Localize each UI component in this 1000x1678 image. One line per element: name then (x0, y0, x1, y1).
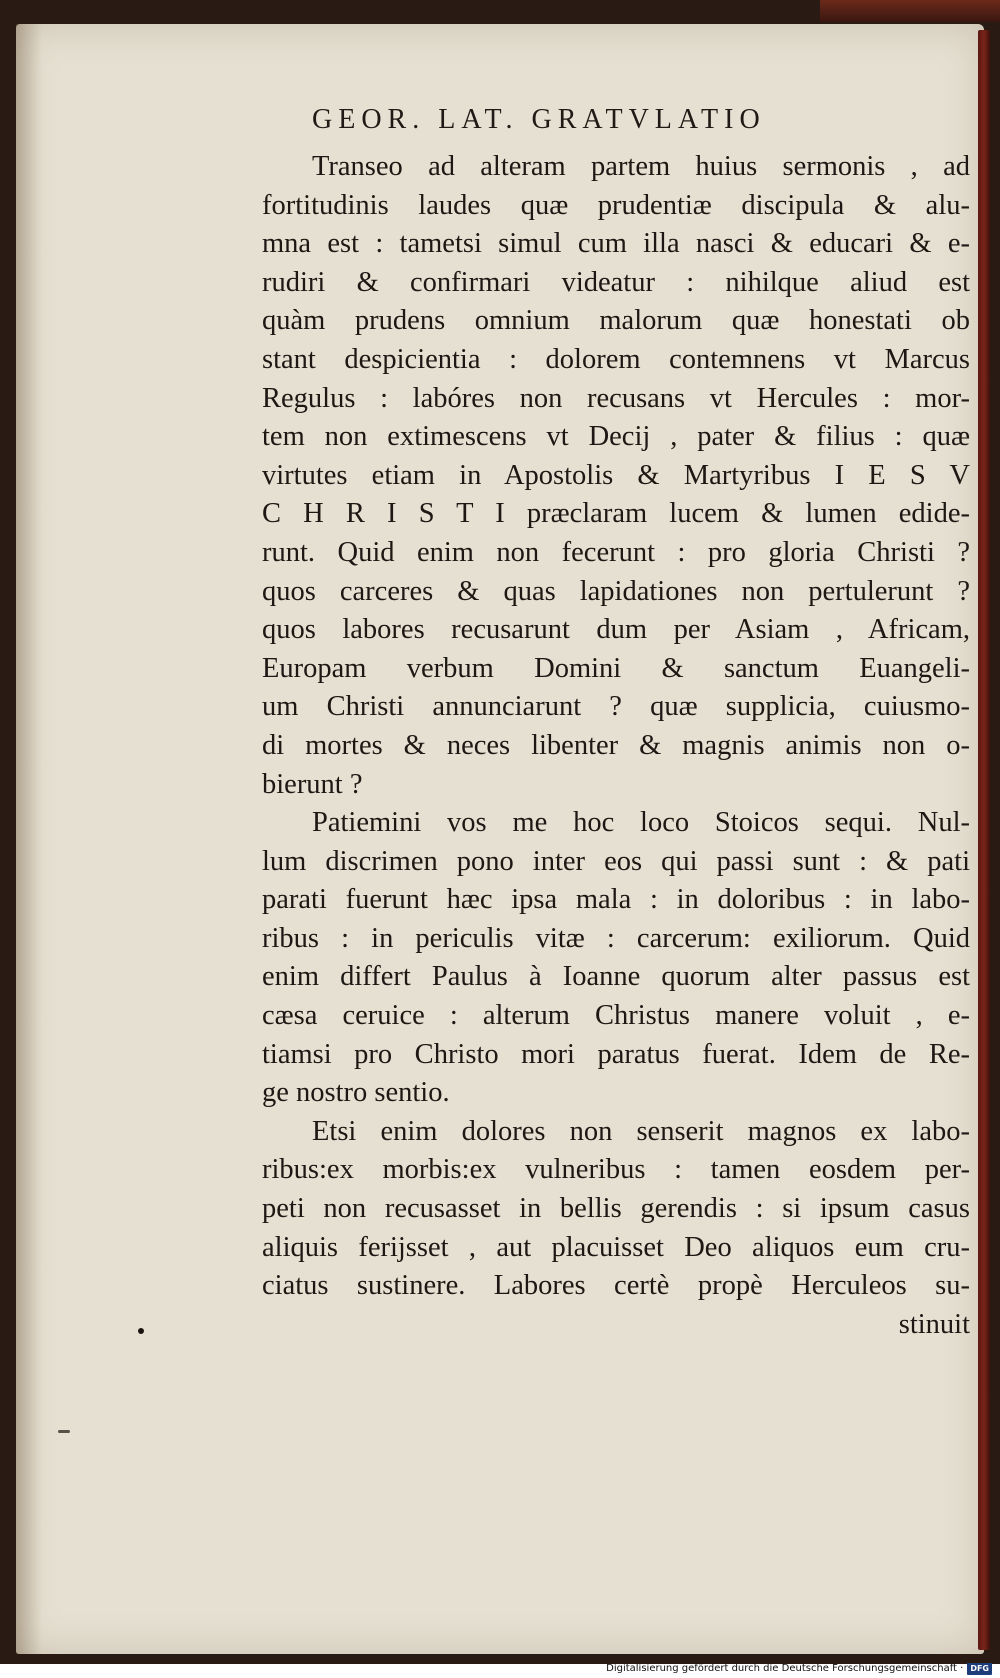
text-line: enim differt Paulus à Ioanne quorum alter passus est (262, 961, 970, 993)
text-line: stant despicientia : dolorem contemnens vt Marcus (262, 343, 970, 375)
text-line: C H R I S T I præclaram lucem & lumen edide- (262, 498, 970, 530)
text-line: di mortes & neces libenter & magnis animis non o- (262, 729, 970, 761)
text-line: cæsa ceruice : alterum Christus manere voluit , e- (262, 1000, 970, 1032)
text-line: aliquis ferijsset , aut placuisset Deo aliquos eum cru- (262, 1231, 970, 1263)
text-line: ribus : in periculis vitæ : carcerum: exiliorum. Quid (262, 922, 970, 954)
text-line: tem non extimescens vt Decij , pater & filius : quæ (262, 421, 970, 453)
ink-speck (138, 1328, 144, 1334)
text-line: fortitudinis laudes quæ prudentiæ discipula & alu- (262, 189, 970, 221)
text-line: virtutes etiam in Apostolis & Martyribus I E S V (262, 459, 970, 491)
text-line: Transeo ad alteram partem huius sermonis , ad (312, 151, 970, 182)
text-line: peti non recusasset in bellis gerendis : si ipsum casus (262, 1193, 970, 1225)
text-line: ge nostro sentio. (262, 1077, 450, 1109)
text-line: parati fuerunt hæc ipsa mala : in doloribus : in labo- (262, 884, 970, 916)
text-line: rudiri & confirmari videatur : nihilque aliud est (262, 266, 970, 298)
text-line: ribus:ex morbis:ex vulneribus : tamen eosdem per- (262, 1154, 970, 1186)
ink-speck (58, 1430, 70, 1433)
text-line: Regulus : labóres non recusans vt Hercules : mor- (262, 382, 970, 414)
text-line: Patiemini vos me hoc loco Stoicos sequi. Nul- (312, 807, 970, 839)
text-line: quos carceres & quas lapidationes non pertulerunt ? (262, 575, 970, 607)
text-line: mna est : tametsi simul cum illa nasci & educari & e- (262, 228, 970, 260)
text-line: Etsi enim dolores non senserit magnos ex labo- (312, 1115, 970, 1147)
book-cover-edge (978, 30, 990, 1650)
text-line: Europam verbum Domini & sanctum Euangeli- (262, 652, 970, 684)
body-text (262, 148, 970, 1344)
text-line: ciatus sustinere. Labores certè propè Herculeos su- (262, 1270, 970, 1302)
text-line: quàm prudens omnium malorum quæ honestati ob (262, 305, 970, 337)
text-line: bierunt ? (262, 768, 363, 800)
text-line: tiamsi pro Christo mori paratus fuerat. Idem de Re- (262, 1038, 970, 1070)
text-line: lum discrimen pono inter eos qui passi sunt : & pati (262, 845, 970, 877)
text-line: quos labores recusarunt dum per Asiam , Africam, (262, 614, 970, 646)
digitization-credit (606, 1662, 992, 1676)
book-top-edge (820, 0, 1000, 22)
footer-text: Digitalisierung gefördert durch die Deutsche Forschungsgemeinschaft · (606, 1663, 964, 1674)
catchword: stinuit (898, 1308, 970, 1340)
text-line: runt. Quid enim non fecerunt : pro gloria Christi ? (262, 536, 970, 568)
running-head: GEOR. LAT. GRATVLATIO (312, 104, 766, 135)
text-line: um Christi annunciarunt ? quæ supplicia, cuiusmo- (262, 691, 970, 723)
page-gutter-shadow (16, 24, 42, 1654)
dfg-logo-icon: DFG (967, 1663, 992, 1675)
